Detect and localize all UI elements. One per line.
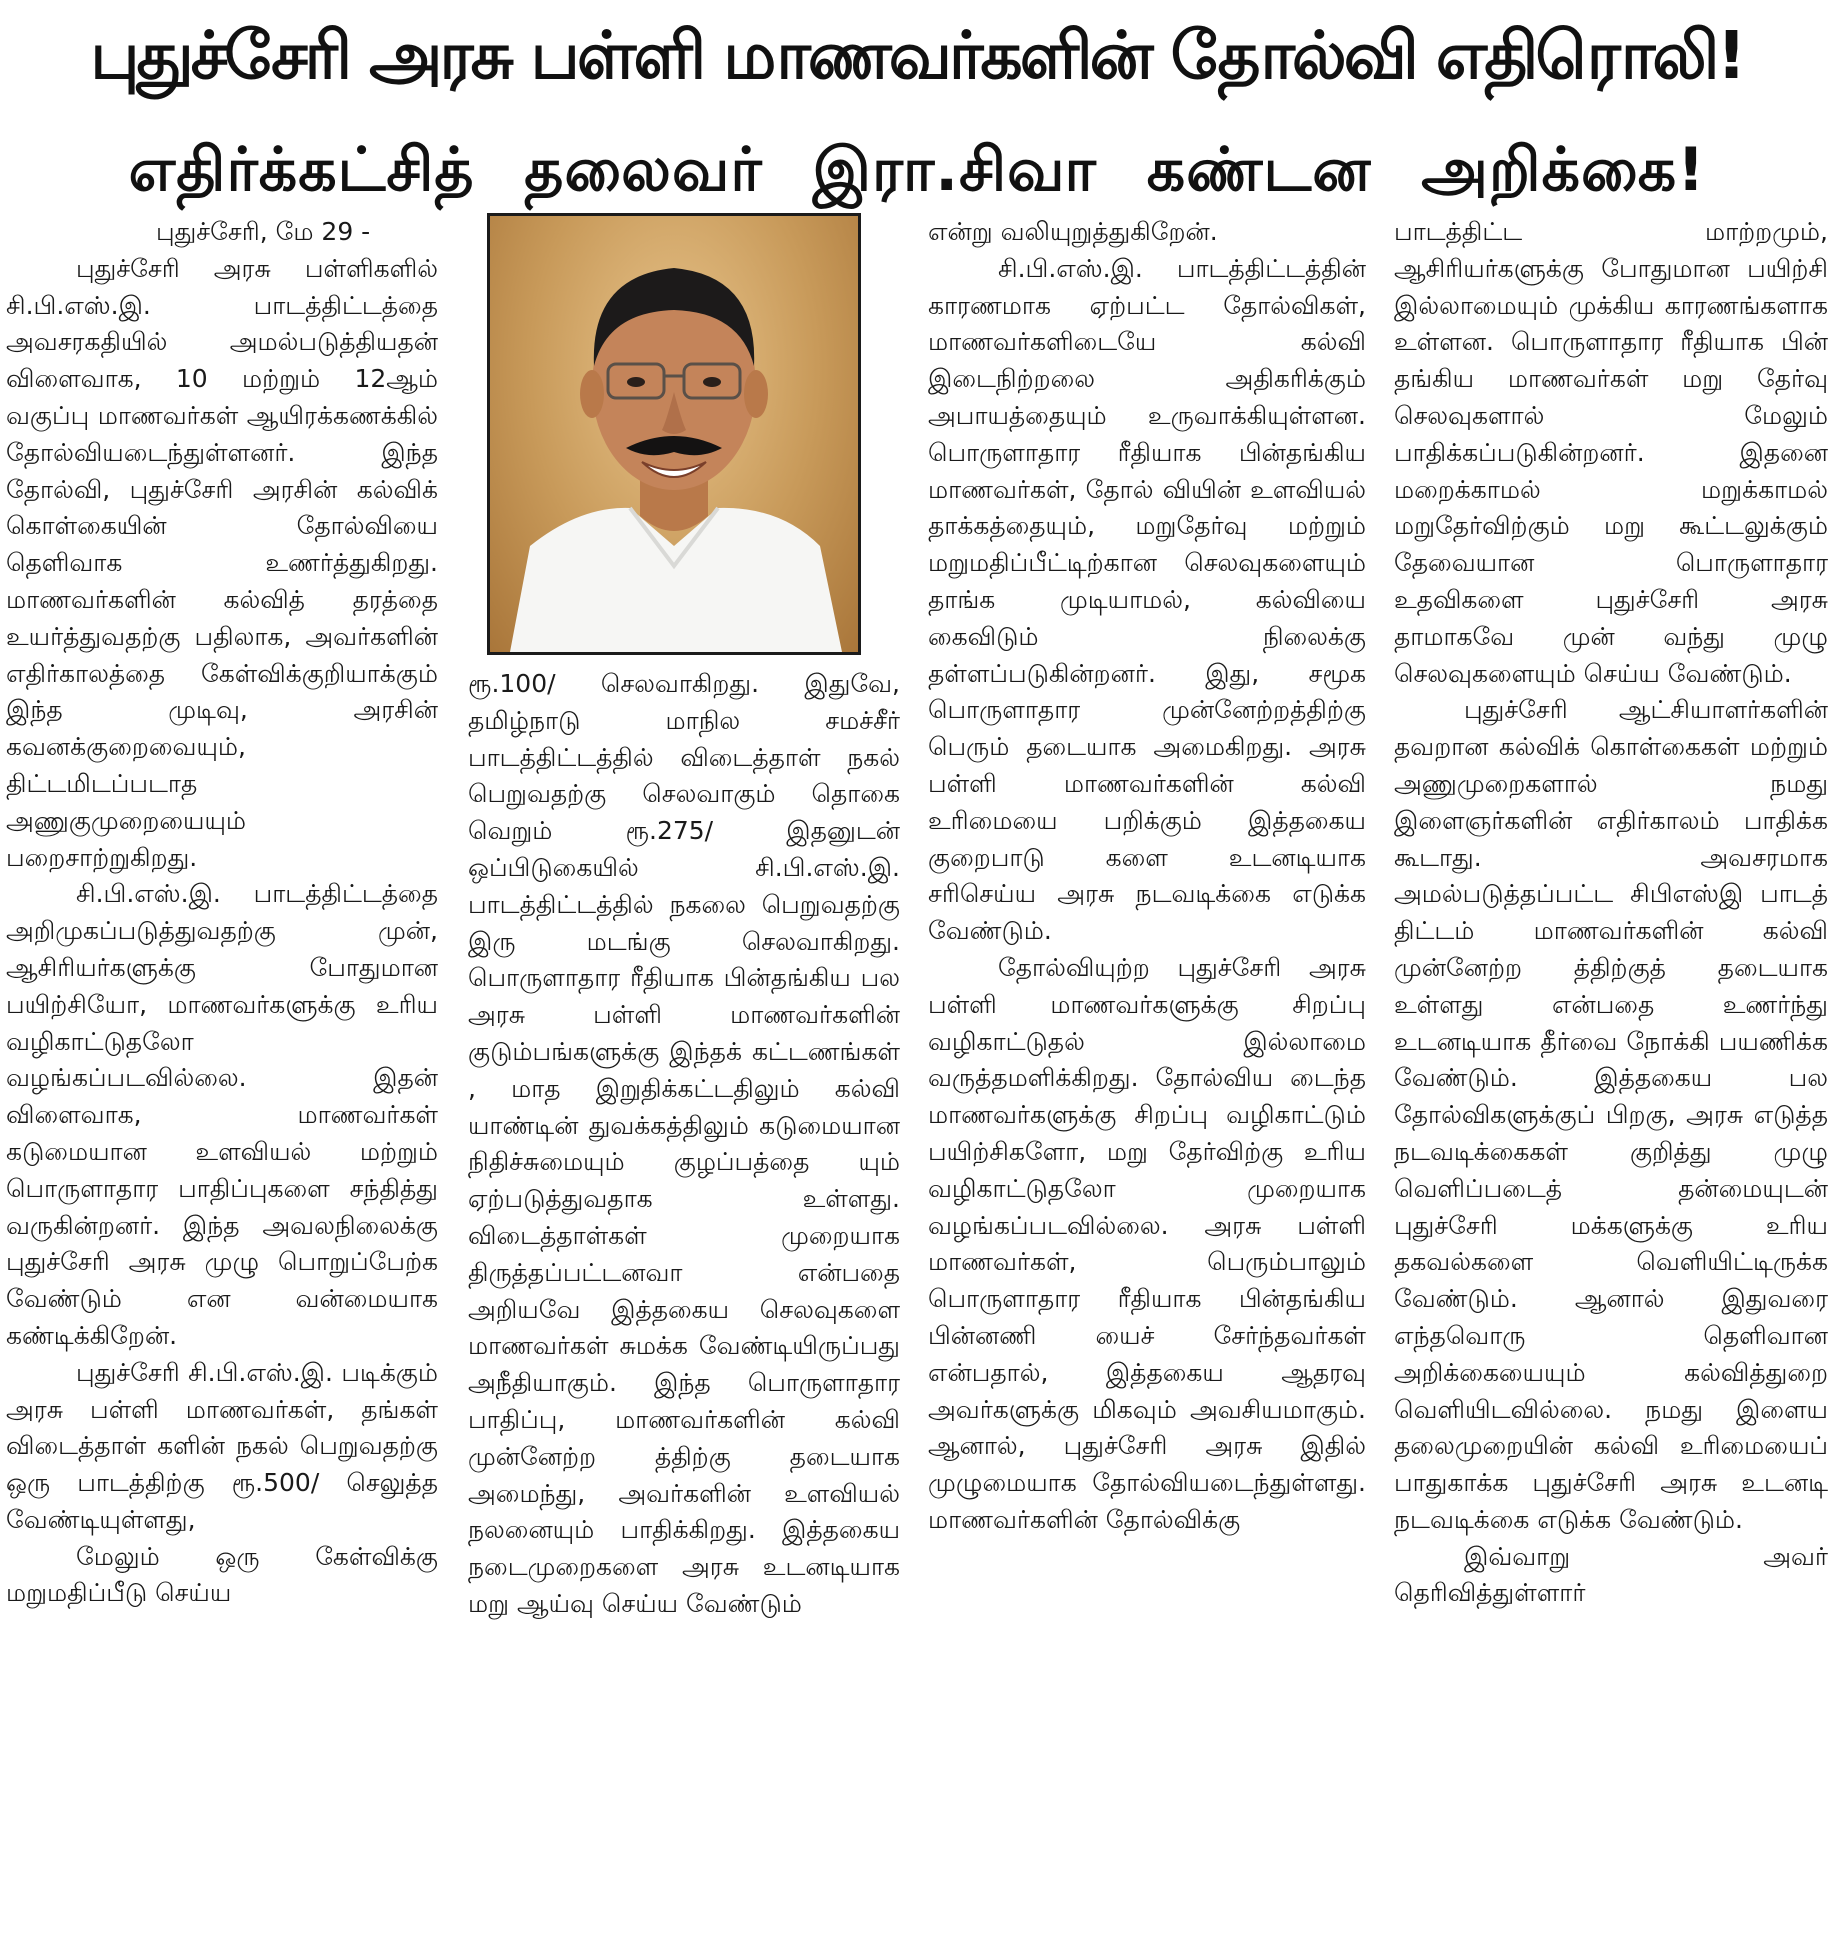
person-portrait-icon: [490, 216, 858, 652]
leader-photo: [487, 213, 861, 655]
paragraph: புதுச்சேரி ஆட்சியாளர்களின் தவறான கல்விக் கொள்கைகள் மற்றும் அணுமுறைகளால் நமது இளைஞர்களின் எதிர்காலம் பாதிக்க கூடாது. அவசரமாக அமல்படுத்தப்பட்ட சிபிஎஸ்இ பாடத் திட்டம் மாணவர்களின் கல்வி முன்னேற்ற த்திற்குத் தடையாக உள்ளது என்பதை உணர்ந்து உடனடியாக தீர்வை நோக்கி பயணிக்க வேண்டும். இத்தகைய பல தோல்விகளுக்குப் பிறகு, அரசு எடுத்த நடவடிக்கைகள் குறித்து முழு வெளிப்படைத் தன்மையுடன் புதுச்சேரி மக்களுக்கு உரிய தகவல்களை வெளியிட்டிருக்க வேண்டும். ஆனால் இதுவரை எந்தவொரு தெளிவான அறிக்கையையும் கல்வித்துறை வெளியிடவில்லை. நமது இளைய தலைமுறையின் கல்வி உரிமையைப் பாதுகாக்க புதுச்சேரி அரசு உடனடி நடவடிக்கை எடுக்க வேண்டும்.: [1394, 695, 1828, 1534]
article-column-1: [6, 214, 438, 1932]
article-column-2: [468, 666, 900, 1932]
paragraph: சி.பி.எஸ்.இ. பாடத்திட்டத்தின் காரணமாக ஏற்பட்ட தோல்விகள், மாணவர்களிடையே கல்வி இடைநிற்றலை அதிகரிக்கும் அபாயத்தையும் உருவாக்கியுள்ளன. பொருளாதார ரீதியாக பின்தங்கிய மாணவர்கள், தோல் வியின் உளவியல் தாக்கத்தையும், மறுதேர்வு மற்றும் மறுமதிப்பீட்டிற்கான செலவுகளையும் தாங்க முடியாமல், கல்வியை கைவிடும் நிலைக்கு தள்ளப்படுகின்றனர். இது, சமூக பொருளாதார முன்னேற்றத்திற்கு பெரும் தடையாக அமைகிறது. அரசு பள்ளி மாணவர்களின் கல்வி உரிமையை பறிக்கும் இத்தகைய குறைபாடு களை உடனடியாக சரிசெய்ய அரசு நடவடிக்கை எடுக்க வேண்டும்.: [928, 253, 1366, 946]
paragraph: சி.பி.எஸ்.இ. பாடத்திட்டத்தை அறிமுகப்படுத்துவதற்கு முன், ஆசிரியர்களுக்கு போதுமான பயிற்சியோ, மாணவர்களுக்கு உரிய வழிகாட்டுதலோ வழங்கப்படவில்லை. இதன் விளைவாக, மாணவர்கள் கடுமையான உளவியல் மற்றும் பொருளாதார பாதிப்புகளை சந்தித்து வருகின்றனர். இந்த அவலநிலைக்கு புதுச்சேரி அரசு முழு பொறுப்பேற்க வேண்டும் என வன்மையாக கண்டிக்கிறேன்.: [6, 879, 438, 1350]
article-column-3: [928, 214, 1366, 1932]
article-column-4: [1394, 214, 1828, 1932]
paragraph: பாடத்திட்ட மாற்றமும், ஆசிரியர்களுக்கு போதுமான பயிற்சி இல்லாமையும் முக்கிய காரணங்களாக உள்ளன. பொருளாதார ரீதியாக பின் தங்கிய மாணவர்கள் மறு தேர்வு செலவுகளால் மேலும் பாதிக்கப்படுகின்றனர். இதனை மறைக்காமல் மறுக்காமல் மறுதேர்விற்கும் மறு கூட்டலுக்கும் தேவையான பொருளாதார உதவிகளை புதுச்சேரி அரசு தாமாகவே முன் வந்து முழு செலவுகளையும் செய்ய வேண்டும்.: [1394, 217, 1828, 688]
paragraph: தோல்வியுற்ற புதுச்சேரி அரசு பள்ளி மாணவர்களுக்கு சிறப்பு வழிகாட்டுதல் இல்லாமை வருத்தமளிக்கிறது. தோல்விய டைந்த மாணவர்களுக்கு சிறப்பு வழிகாட்டும் பயிற்சிகளோ, மறு தேர்விற்கு உரிய வழிகாட்டுதலோ முறையாக வழங்கப்படவில்லை. அரசு பள்ளி மாணவர்கள், பெரும்பாலும் பொருளாதார ரீதியாக பின்தங்கிய பின்னணி யைச் சேர்ந்தவர்கள் என்பதால், இத்தகைய ஆதரவு அவர்களுக்கு மிகவும் அவசியமாகும். ஆனால், புதுச்சேரி அரசு இதில் முழுமையாக தோல்வியடைந்துள்ளது. மாணவர்களின் தோல்விக்கு: [928, 952, 1366, 1534]
subheadline: எதிர்க்கட்சித் தலைவர் இரா.சிவா கண்டன அறிக்கை!: [128, 135, 1706, 205]
paragraph: என்று வலியுறுத்துகிறேன்.: [928, 217, 1218, 246]
paragraph: ரூ.100/ செலவாகிறது. இதுவே, தமிழ்நாடு மாநில சமச்சீர் பாடத்திட்டத்தில் விடைத்தாள் நகல் பெறுவதற்கு செலவாகும் தொகை வெறும் ரூ.275/ இதனுடன் ஒப்பிடுகையில் சி.பி.எஸ்.இ. பாடத்திட்டத்தில் நகலை பெறுவதற்கு இரு மடங்கு செலவாகிறது. பொருளாதார ரீதியாக பின்தங்கிய பல அரசு பள்ளி மாணவர்களின் குடும்பங்களுக்கு இந்தக் கட்டணங்கள் , மாத இறுதிக்கட்டதிலும் கல்வி யாண்டின் துவக்கத்திலும் கடுமையான நிதிச்சுமையும் குழப்பத்தை யும் ஏற்படுத்துவதாக உள்ளது. விடைத்தாள்கள் முறையாக திருத்தப்பட்டனவா என்பதை அறியவே இத்தகைய செலவுகளை மாணவர்கள் சுமக்க வேண்டியிருப்பது அநீதியாகும். இந்த பொருளாதார பாதிப்பு, மாணவர்களின் கல்வி முன்னேற்ற த்திற்கு தடையாக அமைந்து, அவர்களின் உளவியல் நலனையும் பாதிக்கிறது. இத்தகைய நடைமுறைகளை அரசு உடனடியாக மறு ஆய்வு செய்ய வேண்டும்: [468, 669, 900, 1618]
dateline: புதுச்சேரி, மே 29 -: [156, 217, 371, 246]
paragraph: மேலும் ஒரு கேள்விக்கு மறுமதிப்பீடு செய்ய: [6, 1541, 438, 1608]
paragraph: புதுச்சேரி சி.பி.எஸ்.இ. படிக்கும் அரசு பள்ளி மாணவர்கள், தங்கள் விடைத்தாள் களின் நகல் பெறுவதற்கு ஒரு பாடத்திற்கு ரூ.500/ செலுத்த வேண்டியுள்ளது,: [6, 1357, 438, 1534]
headline: புதுச்சேரி அரசு பள்ளி மாணவர்களின் தோல்வி எதிரொலி!: [90, 17, 1744, 94]
closing-line: இவ்வாறு அவர் தெரிவித்துள்ளார்: [1394, 1541, 1828, 1608]
paragraph: புதுச்சேரி அரசு பள்ளிகளில் சி.பி.எஸ்.இ. பாடத்திட்டத்தை அவசரகதியில் அமல்படுத்தியதன் விளைவாக, 10 மற்றும் 12ஆம் வகுப்பு மாணவர்கள் ஆயிரக்கணக்கில் தோல்வியடைந்துள்ளனர். இந்த தோல்வி, புதுச்சேரி அரசின் கல்விக் கொள்கையின் தோல்வியை தெளிவாக உணர்த்துகிறது. மாணவர்களின் கல்வித் தரத்தை உயர்த்துவதற்கு பதிலாக, அவர்களின் எதிர்காலத்தை கேள்விக்குறியாக்கும் இந்த முடிவு, அரசின் கவனக்குறைவையும், திட்டமிடப்படாத அணுகுமுறையையும் பறைசாற்றுகிறது.: [6, 253, 438, 872]
